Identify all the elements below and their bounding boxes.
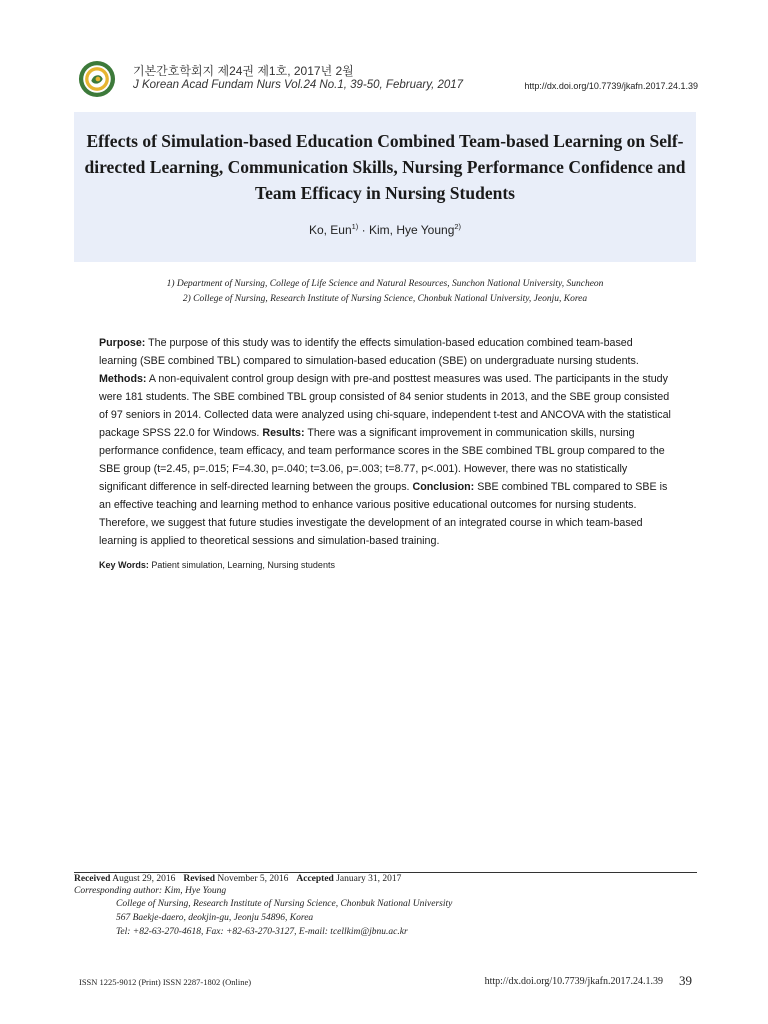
conclusion-label: Conclusion: xyxy=(412,481,475,493)
methods-label: Methods: xyxy=(99,373,147,385)
author-separator: · xyxy=(358,223,369,237)
issn: ISSN 1225-9012 (Print) ISSN 2287-1802 (Online) xyxy=(79,977,252,987)
revised-date: November 5, 2016 xyxy=(215,874,289,884)
revised-label: Revised xyxy=(183,874,216,884)
doi-link-top[interactable]: http://dx.doi.org/10.7739/jkafn.2017.24.1.39 xyxy=(524,81,698,91)
abstract xyxy=(99,334,673,550)
keywords xyxy=(99,560,335,570)
author-address-line: 567 Baekje-daero, deokjin-gu, Jeonju 54896, Korea xyxy=(116,913,314,923)
purpose-label: Purpose: xyxy=(99,337,146,349)
author-contact-line: Tel: +82-63-270-4618, Fax: +82-63-270-3127, E-mail: tcellkim@jbnu.ac.kr xyxy=(116,927,408,937)
purpose-text: The purpose of this study was to identify the effects simulation-based education combined team-based learning (SBE combined TBL) compared to simulation-based education (SBE) on undergraduate nursing students. xyxy=(99,337,639,367)
author-address-line: College of Nursing, Research Institute of Nursing Science, Chonbuk National University xyxy=(116,899,453,909)
doi-link-bottom[interactable]: http://dx.doi.org/10.7739/jkafn.2017.24.1.39 xyxy=(484,976,663,987)
author-affiliation-mark: 1) xyxy=(351,222,359,231)
author-line xyxy=(74,222,696,237)
keywords-label: Key Words: xyxy=(99,560,149,570)
author-name: Kim, Hye Young xyxy=(368,223,455,237)
journal-citation: J Korean Acad Fundam Nurs Vol.24 No.1, 39-50, February, 2017 xyxy=(133,79,464,91)
journal-logo xyxy=(78,60,116,98)
journal-name-korean: 기본간호학회지 제24권 제1호, 2017년 2월 xyxy=(133,64,354,78)
footnote-divider xyxy=(74,872,697,873)
results-label: Results: xyxy=(262,427,305,439)
affiliation: 2) College of Nursing, Research Institute of Nursing Science, Chonbuk National University, Jeonju, Korea xyxy=(182,294,588,304)
corresponding-author: Corresponding author: Kim, Hye Young xyxy=(74,886,227,896)
article-dates xyxy=(74,874,401,884)
received-label: Received xyxy=(74,874,111,884)
keywords-text: Patient simulation, Learning, Nursing students xyxy=(148,560,335,570)
conclusion-text: SBE combined TBL compared to SBE is an effective teaching and learning method to enhance various positive educational outcomes for nursing students. Therefore, we suggest that future studies investigate the development of an integrated course in which team-based learning is applied to theoretical sessions and simulation-based training. xyxy=(99,481,668,547)
methods-text: A non-equivalent control group design with pre-and posttest measures was used. The participants in the study were 181 students. The SBE combined TBL group consisted of 84 senior students in 2013, and the SBE group consisted of 97 seniors in 2014. Collected data were analyzed using chi-square, independent t-test and ANCOVA with the statistical package SPSS 22.0 for Windows. xyxy=(99,373,671,439)
accepted-date: January 31, 2017 xyxy=(333,874,402,884)
accepted-label: Accepted xyxy=(296,874,334,884)
author-name: Ko, Eun xyxy=(308,223,352,237)
received-date: August 29, 2016 xyxy=(110,874,176,884)
affiliation: 1) Department of Nursing, College of Life Science and Natural Resources, Sunchon National University, Suncheon xyxy=(166,279,604,289)
author-affiliation-mark: 2) xyxy=(454,222,462,231)
page-number: 39 xyxy=(679,973,692,988)
results-text: There was a significant improvement in communication skills, nursing performance confidence, team efficacy, and team performance scores in the SBE combined TBL group compared to the SBE group (t=2.45, p=.015; F=4.30, p=.040; t=3.06, p=.003; t=8.77, p<.001). However, there was no statistically significant difference in self-directed learning between the groups. xyxy=(99,427,665,493)
article-title: Effects of Simulation-based Education Combined Team-based Learning on Self-directed Learning, Communication Skills, Nursing Performance Confidence and Team Efficacy in Nursing Students xyxy=(84,131,686,203)
